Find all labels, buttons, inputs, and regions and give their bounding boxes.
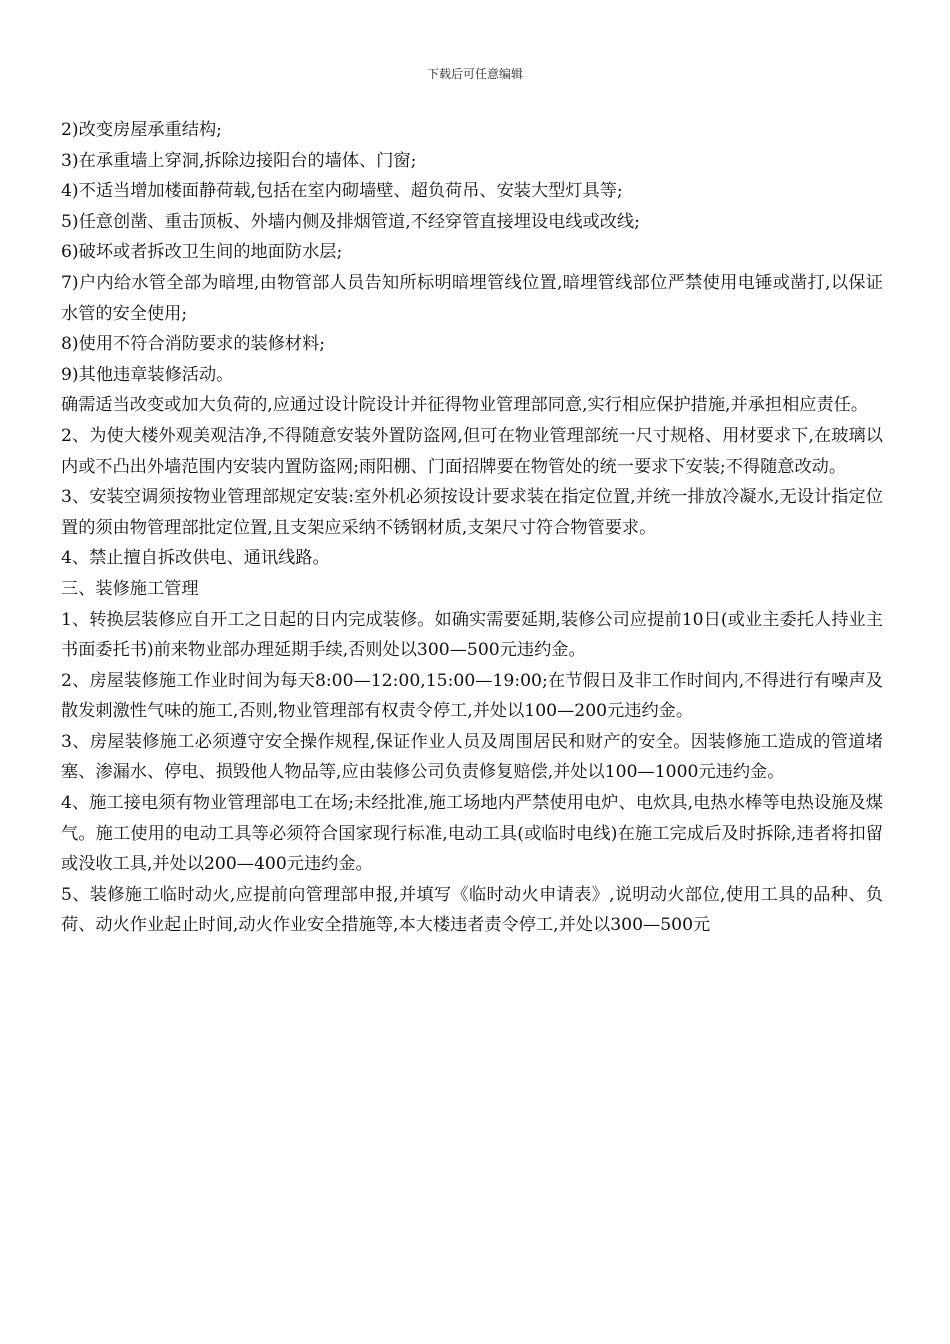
document-body (61, 115, 883, 941)
paragraph-item-3: 3)在承重墙上穿洞,拆除边接阳台的墙体、门窗; (61, 150, 417, 171)
paragraph-rule-3-air-conditioner: 3、安装空调须按物业管理部规定安装:室外机必须按设计要求装在指定位置,并统一排放冷凝水,无设计指定位置的须由物管理部批定位置,且支架应采纳不锈钢材质,支架尺寸符合物管要求。 (61, 487, 883, 538)
paragraph-construction-rule-3: 3、房屋装修施工必须遵守安全操作规程,保证作业人员及周围居民和财产的安全。因装修施工造成的管道堵塞、渗漏水、停电、损毁他人物品等,应由装修公司负责修复赔偿,并处以100—1000元违约金。 (61, 731, 883, 783)
paragraph-construction-rule-1: 1、转换层装修应自开工之日起的日内完成装修。如确实需要延期,装修公司应提前10日(或业主委托人持业主书面委托书)前来物业部办理延期手续,否则处以300—500元违约金。 (61, 609, 883, 661)
section-heading-construction-management: 三、装修施工管理 (61, 578, 199, 599)
paragraph-item-5: 5)任意创凿、重击顶板、外墙内侧及排烟管道,不经穿管直接埋设电线或改线; (61, 211, 640, 232)
paragraph-rule-4-wiring: 4、禁止擅自拆改供电、通讯线路。 (61, 548, 330, 569)
paragraph-item-4: 4)不适当增加楼面静荷载,包括在室内砌墙壁、超负荷吊、安装大型灯具等; (61, 181, 623, 202)
paragraph-construction-rule-2: 2、房屋装修施工作业时间为每天8:00—12:00,15:00—19:00;在节假日及非工作时间内,不得进行有噪声及散发刺激性气味的施工,否则,物业管理部有权责令停工,并处以100—200元违约金。 (61, 670, 883, 722)
paragraph-item-8: 8)使用不符合消防要求的装修材料; (61, 334, 326, 355)
paragraph-construction-rule-4: 4、施工接电须有物业管理部电工在场;未经批准,施工场地内严禁使用电炉、电炊具,电热水棒等电热设施及煤气。施工使用的电动工具等必须符合国家现行标准,电动工具(或临时电线)在施工完成后及时拆除,违者将扣留或没收工具,并处以200—400元违约金。 (61, 793, 883, 875)
paragraph-item-6: 6)破坏或者拆改卫生间的地面防水层; (61, 242, 343, 263)
paragraph-construction-rule-5: 5、装修施工临时动火,应提前向管理部申报,并填写《临时动火申请表》,说明动火部位,使用工具的品种、负荷、动火作业起止时间,动火作业安全措施等,本大楼违者责令停工,并处以300—500元 (61, 884, 883, 936)
paragraph-item-9: 9)其他违章装修活动。 (61, 364, 234, 385)
paragraph-item-2: 2)改变房屋承重结构; (61, 120, 222, 140)
paragraph-load-change-note: 确需适当改变或加大负荷的,应通过设计院设计并征得物业管理部同意,实行相应保护措施,并承担相应责任。 (61, 395, 869, 416)
page-header-note: 下载后可任意编辑 (426, 67, 523, 81)
paragraph-item-7: 7)户内给水管全部为暗埋,由物管部人员告知所标明暗埋管线位置,暗埋管线部位严禁使用电锤或凿打,以保证水管的安全使用; (61, 272, 883, 324)
paragraph-rule-2-security-grille: 2、为使大楼外观美观洁净,不得随意安装外置防盗网,但可在物业管理部统一尺寸规格、用材要求下,在玻璃以内或不凸出外墙范围内安装内置防盗网;雨阳棚、门面招牌要在物管处的统一要求下安装;不得随意改动。 (61, 425, 883, 477)
